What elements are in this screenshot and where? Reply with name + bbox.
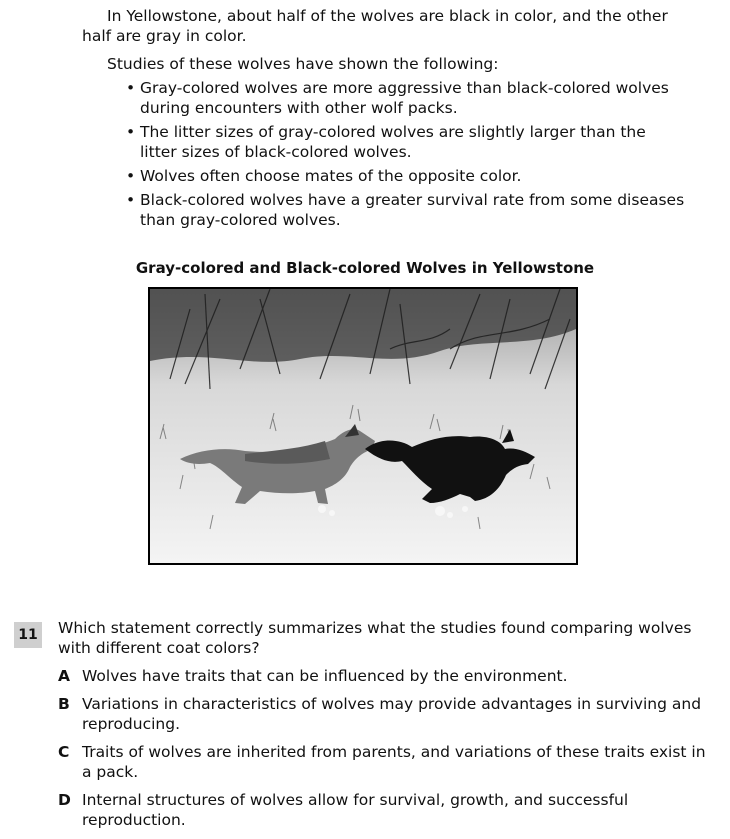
wolves-photo <box>148 287 578 565</box>
option-letter: A <box>58 667 70 685</box>
finding-text: Wolves often choose mates of the opposite color. <box>140 167 522 185</box>
option-text: Wolves have traits that can be influenced by the environment. <box>82 667 568 685</box>
option-text: Internal structures of wolves allow for survival, growth, and successful reproduction. <box>82 791 629 829</box>
studies-lead: Studies of these wolves have shown the following: <box>107 55 499 73</box>
question-number-badge: 11 <box>14 622 42 648</box>
bullet-icon: • <box>126 167 136 185</box>
answer-option-d[interactable] <box>58 790 718 830</box>
option-text: Variations in characteristics of wolves may provide advantages in surviving and reproducing. <box>82 695 702 733</box>
option-letter: D <box>58 791 71 809</box>
option-letter: B <box>58 695 70 713</box>
list-item <box>126 78 686 118</box>
finding-text: Gray-colored wolves are more aggressive than black-colored wolves during encounters with other wolf packs. <box>140 79 669 117</box>
answer-option-a[interactable] <box>58 666 718 686</box>
option-letter: C <box>58 743 70 761</box>
bullet-icon: • <box>126 123 136 141</box>
figure-caption: Gray-colored and Black-colored Wolves in Yellowstone <box>135 259 595 277</box>
list-item <box>126 122 686 162</box>
study-findings-list <box>126 78 686 234</box>
bullet-icon: • <box>126 191 136 209</box>
passage-intro: In Yellowstone, about half of the wolves are black in color, and the other half are gray in color. <box>82 7 668 45</box>
answer-option-b[interactable] <box>58 694 718 734</box>
finding-text: The litter sizes of gray-colored wolves are slightly larger than the litter sizes of black-colored wolves. <box>140 123 646 161</box>
option-text: Traits of wolves are inherited from parents, and variations of these traits exist in a pack. <box>82 743 706 781</box>
list-item <box>126 166 686 186</box>
finding-text: Black-colored wolves have a greater survival rate from some diseases than gray-colored wolves. <box>140 191 685 229</box>
list-item <box>126 190 686 230</box>
bullet-icon: • <box>126 79 136 97</box>
question-text: Which statement correctly summarizes what the studies found comparing wolves with different coat colors? <box>58 619 692 657</box>
answer-option-c[interactable] <box>58 742 718 782</box>
